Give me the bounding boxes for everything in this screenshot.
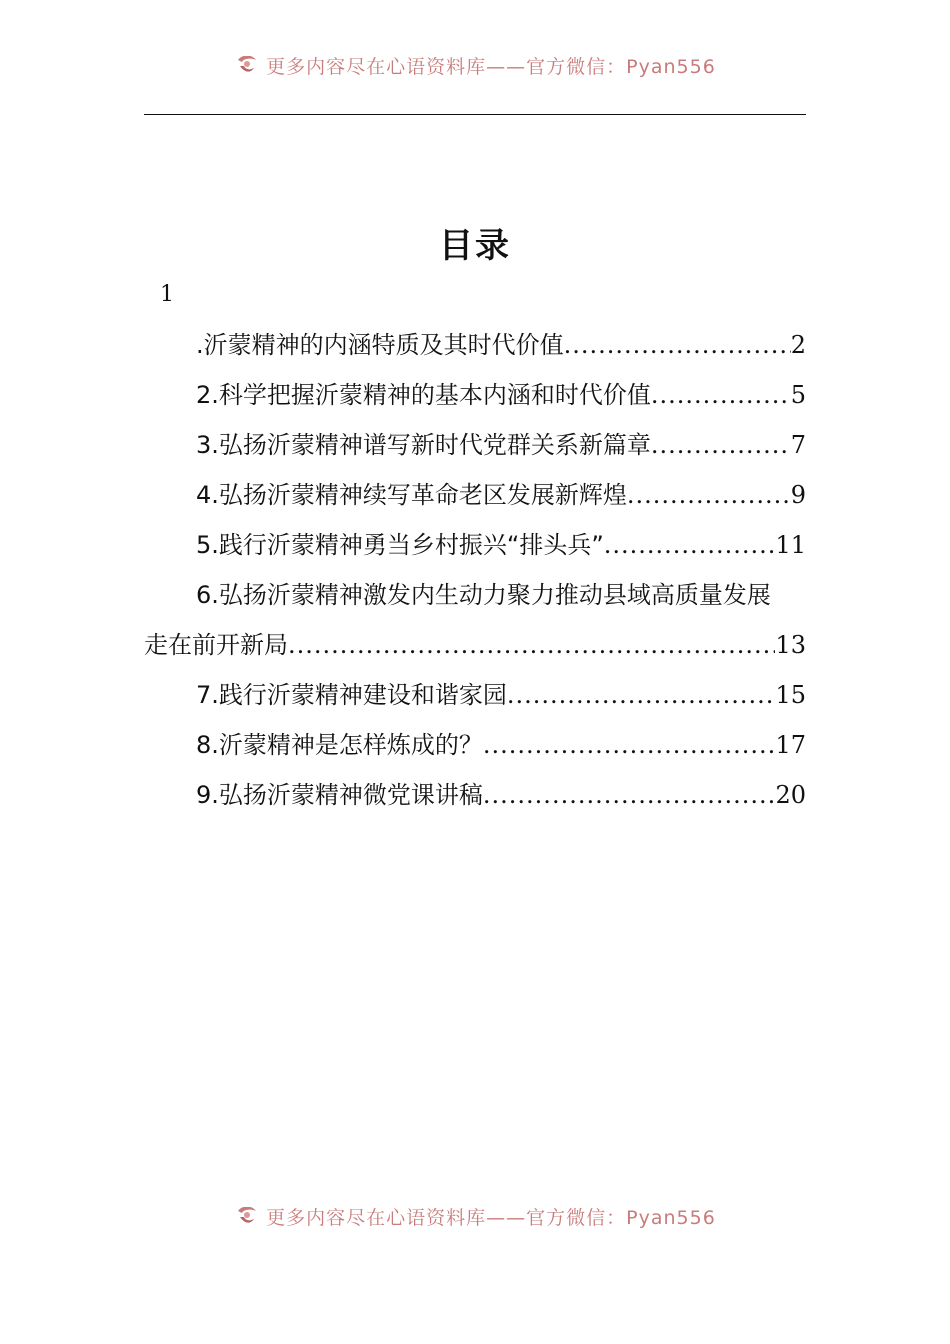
table-of-contents [144,325,806,825]
logo-icon [234,1207,260,1229]
toc-entry-label: 9.弘扬沂蒙精神微党课讲稿 [196,781,483,809]
toc-leader-dots [604,525,776,565]
footer-watermark-banner [0,1207,950,1237]
toc-leader-dots [651,425,791,465]
toc-entry-6[interactable] [144,575,806,675]
toc-entry-label: 2.科学把握沂蒙精神的基本内涵和时代价值 [196,381,651,409]
toc-entry-label-line1: 6.弘扬沂蒙精神激发内生动力聚力推动县域高质量发展 [196,581,771,609]
toc-entry-4[interactable] [144,475,806,525]
toc-leader-dots [483,775,776,815]
toc-entry-page: 2 [790,331,806,359]
toc-entry-label-line2: 走在前开新局 [144,631,288,659]
toc-entry-page: 17 [775,731,806,759]
toc-entry-label: 4.弘扬沂蒙精神续写革命老区发展新辉煌 [196,481,627,509]
header-watermark-banner [0,56,950,86]
toc-entry-page: 7 [790,431,806,459]
toc-entry-label: 3.弘扬沂蒙精神谱写新时代党群关系新篇章 [196,431,651,459]
toc-entry-label: 8.沂蒙精神是怎样炼成的？ [196,731,483,759]
header-divider [144,114,806,115]
toc-leader-dots [507,675,776,715]
footer-banner-text: 更多内容尽在心语资料库——官方微信：Pyan556 [266,1207,716,1229]
toc-number-line: 1 [160,282,174,307]
toc-leader-dots [564,325,791,365]
toc-entry-6-continuation [144,625,806,675]
logo-icon [234,56,260,78]
toc-entry-page: 15 [775,681,806,709]
toc-entry-page: 11 [775,531,806,559]
toc-leader-dots [651,375,791,415]
toc-entry-2[interactable] [144,375,806,425]
toc-entry-page: 20 [775,781,806,809]
toc-leader-dots [288,625,775,665]
toc-title: 目录 [439,226,511,266]
toc-leader-dots [627,475,791,515]
toc-entry-label: 7.践行沂蒙精神建设和谐家园 [196,681,507,709]
toc-leader-dots [483,725,776,765]
toc-entry-9[interactable] [144,775,806,825]
toc-entry-7[interactable] [144,675,806,725]
toc-entry-8[interactable] [144,725,806,775]
toc-entry-5[interactable] [144,525,806,575]
toc-entry-1[interactable] [144,325,806,375]
toc-entry-3[interactable] [144,425,806,475]
toc-entry-label: 5.践行沂蒙精神勇当乡村振兴“排头兵” [196,531,604,559]
toc-entry-page: 5 [790,381,806,409]
toc-entry-label: .沂蒙精神的内涵特质及其时代价值 [196,331,564,359]
toc-entry-page: 9 [790,481,806,509]
toc-entry-page: 13 [775,631,806,659]
header-banner-text: 更多内容尽在心语资料库——官方微信：Pyan556 [266,56,716,78]
